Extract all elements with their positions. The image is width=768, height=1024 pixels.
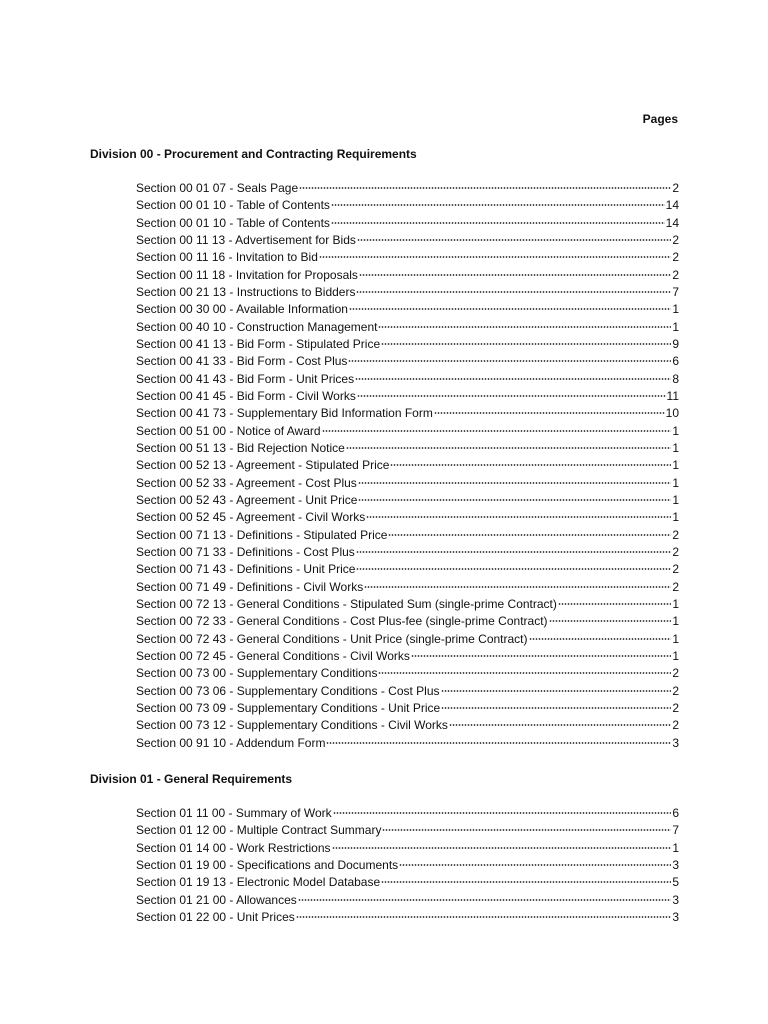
- toc-entry-title: Section 00 71 13 - Definitions - Stipulated Price: [136, 527, 388, 542]
- dot-leader: [349, 308, 671, 310]
- dot-leader: [348, 360, 671, 362]
- toc-entry-title: Section 00 71 43 - Definitions - Unit Price: [136, 562, 356, 577]
- toc-entry[interactable]: [136, 683, 679, 700]
- toc-entry-title: Section 01 11 00 - Summary of Work: [136, 806, 332, 820]
- toc-entry[interactable]: [136, 735, 679, 752]
- toc-entry-page-count: 9: [672, 336, 679, 351]
- toc-entry-page-count: 6: [672, 806, 679, 820]
- toc-entry-page-count: 1: [672, 302, 679, 317]
- toc-entry-title: Section 00 41 43 - Bid Form - Unit Prices: [136, 371, 355, 386]
- dot-leader: [319, 256, 671, 258]
- toc-entry-page-count: 3: [672, 892, 679, 907]
- toc-entry[interactable]: [136, 353, 679, 370]
- dot-leader: [434, 412, 665, 414]
- dot-leader: [356, 291, 671, 293]
- dot-leader: [326, 742, 671, 744]
- toc-entry-title: Section 00 52 45 - Agreement - Civil Works: [136, 510, 366, 525]
- toc-entry-page-count: 8: [672, 371, 679, 386]
- toc-entry-title: Section 01 22 00 - Unit Prices: [136, 909, 295, 924]
- toc-entry[interactable]: [136, 301, 679, 318]
- dot-leader: [378, 326, 671, 328]
- dot-leader: [449, 724, 671, 726]
- toc-entry[interactable]: [136, 423, 679, 440]
- toc-entry[interactable]: [136, 631, 679, 648]
- toc-entry[interactable]: [136, 232, 679, 249]
- dot-leader: [558, 603, 671, 605]
- toc-entry-page-count: 1: [672, 596, 679, 611]
- toc-entry-page-count: 2: [672, 267, 679, 282]
- toc-entry[interactable]: [136, 613, 679, 630]
- toc-entry[interactable]: [136, 840, 679, 857]
- toc-entry-page-count: 2: [672, 579, 679, 594]
- toc-entry-title: Section 00 30 00 - Available Information: [136, 302, 348, 317]
- dot-leader: [441, 707, 671, 709]
- dot-leader: [296, 916, 672, 918]
- toc-entry-title: Section 00 41 33 - Bid Form - Cost Plus: [136, 354, 348, 369]
- toc-entry[interactable]: [136, 509, 679, 526]
- toc-entry[interactable]: [136, 215, 679, 232]
- division-00-entries: [136, 180, 679, 752]
- toc-entry-page-count: 1: [672, 510, 679, 525]
- dot-leader: [529, 638, 672, 640]
- dot-leader: [356, 551, 672, 553]
- division-00-heading: Division 00 - Procurement and Contracting Requirements: [90, 147, 417, 161]
- toc-entry-title: Section 00 01 07 - Seals Page: [136, 181, 299, 195]
- toc-entry-title: Section 00 72 13 - General Conditions - Stipulated Sum (single-prime Contract): [136, 596, 557, 611]
- toc-entry-title: Section 00 21 13 - Instructions to Bidders: [136, 284, 356, 299]
- toc-entry[interactable]: [136, 596, 679, 613]
- toc-entry[interactable]: [136, 371, 679, 388]
- toc-entry-title: Section 00 73 12 - Supplementary Conditions - Civil Works: [136, 718, 448, 733]
- dot-leader: [381, 343, 671, 345]
- dot-leader: [358, 499, 671, 501]
- dot-leader: [382, 829, 671, 831]
- toc-entry-page-count: 1: [672, 458, 679, 473]
- toc-entry-page-count: 1: [672, 631, 679, 646]
- toc-entry-page-count: 10: [665, 406, 679, 421]
- dot-leader: [399, 864, 671, 866]
- toc-entry-page-count: 7: [672, 284, 679, 299]
- dot-leader: [378, 672, 671, 674]
- dot-leader: [441, 690, 672, 692]
- toc-entry-page-count: 14: [665, 198, 679, 213]
- toc-entry-title: Section 00 71 33 - Definitions - Cost Plus: [136, 544, 355, 559]
- toc-entry[interactable]: [136, 805, 679, 822]
- toc-entry[interactable]: [136, 267, 679, 284]
- toc-entry[interactable]: [136, 527, 679, 544]
- toc-entry-title: Section 00 51 00 - Notice of Award: [136, 423, 321, 438]
- toc-entry[interactable]: [136, 475, 679, 492]
- toc-entry-title: Section 00 41 73 - Supplementary Bid Information Form: [136, 406, 433, 421]
- toc-entry-page-count: 2: [672, 718, 679, 733]
- toc-entry-page-count: 1: [672, 614, 679, 629]
- toc-entry-title: Section 00 01 10 - Table of Contents: [136, 198, 330, 213]
- toc-entry-page-count: 2: [672, 527, 679, 542]
- toc-entry-title: Section 00 73 06 - Supplementary Conditions - Cost Plus: [136, 683, 440, 698]
- dot-leader: [322, 430, 672, 432]
- toc-entry-page-count: 1: [672, 492, 679, 507]
- toc-entry-page-count: 6: [672, 354, 679, 369]
- toc-entry-title: Section 01 12 00 - Multiple Contract Summary: [136, 823, 382, 838]
- toc-entry-title: Section 01 21 00 - Allowances: [136, 892, 297, 907]
- dot-leader: [390, 464, 671, 466]
- toc-entry-title: Section 00 41 45 - Bid Form - Civil Works: [136, 388, 356, 403]
- toc-entry[interactable]: [136, 440, 679, 457]
- dot-leader: [411, 655, 671, 657]
- dot-leader: [298, 899, 672, 901]
- toc-entry[interactable]: [136, 197, 679, 214]
- dot-leader: [299, 187, 671, 189]
- toc-entry-title: Section 00 52 33 - Agreement - Cost Plus: [136, 475, 357, 490]
- toc-entry-title: Section 00 41 13 - Bid Form - Stipulated Price: [136, 336, 381, 351]
- dot-leader: [388, 534, 671, 536]
- toc-entry-page-count: 3: [672, 857, 679, 872]
- toc-entry[interactable]: [136, 388, 679, 405]
- toc-entry[interactable]: [136, 544, 679, 561]
- toc-entry-title: Section 00 72 33 - General Conditions - Cost Plus-fee (single-prime Contract): [136, 614, 548, 629]
- toc-entry[interactable]: [136, 319, 679, 336]
- toc-entry-page-count: 2: [672, 181, 679, 195]
- dot-leader: [346, 447, 672, 449]
- toc-entry-page-count: 7: [672, 823, 679, 838]
- toc-entry[interactable]: [136, 579, 679, 596]
- toc-entry[interactable]: [136, 700, 679, 717]
- toc-entry-title: Section 00 11 13 - Advertisement for Bids: [136, 232, 356, 247]
- toc-entry[interactable]: [136, 909, 679, 926]
- toc-entry-page-count: 3: [672, 735, 679, 750]
- dot-leader: [381, 881, 671, 883]
- toc-entry-page-count: 2: [672, 666, 679, 681]
- toc-entry-title: Section 00 73 09 - Supplementary Conditions - Unit Price: [136, 700, 441, 715]
- toc-entry-title: Section 00 11 16 - Invitation to Bid: [136, 250, 318, 265]
- toc-entry-title: Section 00 91 10 - Addendum Form: [136, 735, 326, 750]
- toc-entry[interactable]: [136, 892, 679, 909]
- toc-entry-title: Section 00 71 49 - Definitions - Civil Works: [136, 579, 364, 594]
- toc-entry[interactable]: [136, 561, 679, 578]
- toc-entry[interactable]: [136, 180, 679, 197]
- toc-entry[interactable]: [136, 492, 679, 509]
- toc-entry[interactable]: [136, 822, 679, 839]
- toc-entry[interactable]: [136, 648, 679, 665]
- toc-entry-title: Section 00 72 43 - General Conditions - Unit Price (single-prime Contract): [136, 631, 528, 646]
- toc-entry-page-count: 2: [672, 683, 679, 698]
- dot-leader: [332, 847, 672, 849]
- toc-entry[interactable]: [136, 457, 679, 474]
- dot-leader: [331, 222, 665, 224]
- dot-leader: [355, 378, 671, 380]
- toc-entry-page-count: 5: [672, 875, 679, 890]
- toc-entry-title: Section 00 52 43 - Agreement - Unit Price: [136, 492, 358, 507]
- dot-leader: [333, 812, 672, 814]
- toc-entry-page-count: 11: [666, 388, 679, 403]
- toc-entry-page-count: 1: [672, 319, 679, 334]
- toc-entry-page-count: 1: [672, 440, 679, 455]
- toc-entry-page-count: 2: [672, 250, 679, 265]
- dot-leader: [331, 204, 665, 206]
- toc-entry-title: Section 00 72 45 - General Conditions - Civil Works: [136, 648, 410, 663]
- toc-entry[interactable]: [136, 405, 679, 422]
- toc-entry-title: Section 00 01 10 - Table of Contents: [136, 215, 330, 230]
- toc-entry-title: Section 01 14 00 - Work Restrictions: [136, 840, 331, 855]
- toc-entry-page-count: 2: [672, 562, 679, 577]
- dot-leader: [358, 482, 672, 484]
- toc-entry-page-count: 3: [672, 909, 679, 924]
- dot-leader: [357, 395, 666, 397]
- toc-entry-page-count: 1: [672, 648, 679, 663]
- dot-leader: [366, 516, 671, 518]
- toc-entry-page-count: 2: [672, 232, 679, 247]
- toc-entry[interactable]: [136, 284, 679, 301]
- toc-entry[interactable]: [136, 665, 679, 682]
- dot-leader: [364, 586, 671, 588]
- toc-entry-title: Section 00 52 13 - Agreement - Stipulated Price: [136, 458, 390, 473]
- toc-entry[interactable]: [136, 857, 679, 874]
- dot-leader: [549, 620, 672, 622]
- toc-entry-page-count: 1: [672, 423, 679, 438]
- toc-entry-page-count: 2: [672, 700, 679, 715]
- toc-entry-title: Section 01 19 13 - Electronic Model Database: [136, 875, 381, 890]
- toc-entry-page-count: 1: [672, 475, 679, 490]
- dot-leader: [359, 274, 671, 276]
- dot-leader: [357, 239, 671, 241]
- toc-entry[interactable]: [136, 249, 679, 266]
- toc-entry[interactable]: [136, 874, 679, 891]
- toc-entry-title: Section 00 11 18 - Invitation for Proposals: [136, 267, 358, 282]
- toc-entry-page-count: 1: [672, 840, 679, 855]
- dot-leader: [356, 568, 671, 570]
- division-01-heading: Division 01 - General Requirements: [90, 772, 293, 786]
- pages-column-label: Pages: [642, 112, 678, 126]
- division-01-entries: [136, 805, 679, 926]
- toc-entry-page-count: 14: [665, 215, 679, 230]
- toc-entry[interactable]: [136, 717, 679, 734]
- toc-entry[interactable]: [136, 336, 679, 353]
- toc-entry-page-count: 2: [672, 544, 679, 559]
- toc-entry-title: Section 00 51 13 - Bid Rejection Notice: [136, 440, 345, 455]
- toc-entry-title: Section 01 19 00 - Specifications and Documents: [136, 857, 399, 872]
- toc-entry-title: Section 00 40 10 - Construction Management: [136, 319, 378, 334]
- toc-entry-title: Section 00 73 00 - Supplementary Conditions: [136, 666, 378, 681]
